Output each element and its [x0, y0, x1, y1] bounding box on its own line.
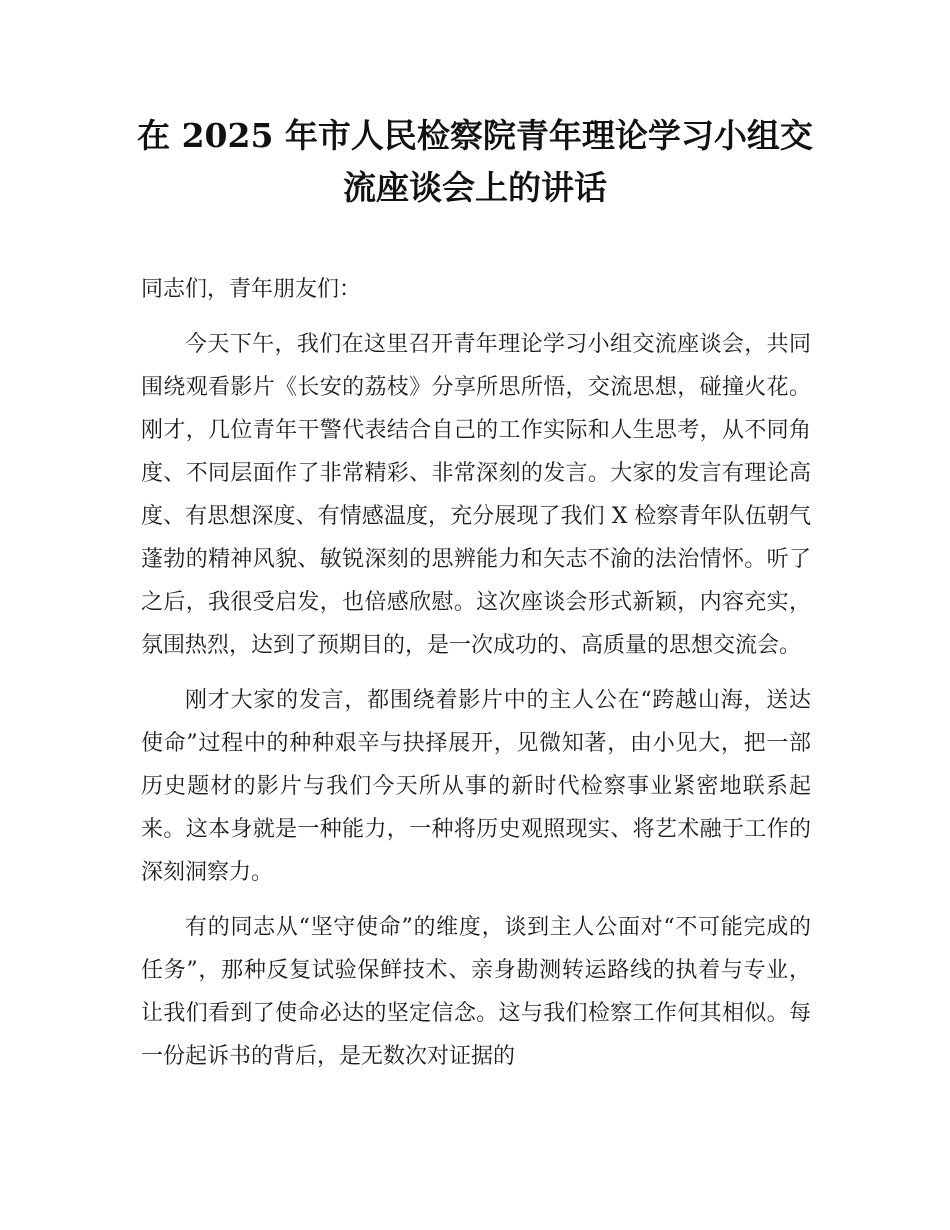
paragraph-3: 有的同志从“坚守使命”的维度，谈到主人公面对“不可能完成的任务”，那种反复试验保鲜技术、亲身勘测转运路线的执着与专业，让我们看到了使命必达的坚定信念。这与我们检察工作何其相似。每一份起诉书的背后，是无数次对证据的 — [141, 915, 811, 1069]
salutation: 同志们，青年朋友们： — [141, 277, 362, 302]
document-body — [141, 268, 811, 1090]
paragraph-1: 今天下午，我们在这里召开青年理论学习小组交流座谈会，共同围绕观看影片《长安的荔枝》分享所思所悟，交流思想，碰撞火花。刚才，几位青年干警代表结合自己的工作实际和人生思考，从不同角度、不同层面作了非常精彩、非常深刻的发言。大家的发言有理论高度、有思想深度、有情感温度，充分展现了我们 X 检察青年队伍朝气蓬勃的精神风貌、敏锐深刻的思辨能力和矢志不渝的法治情怀。听了之后，我很受启发，也倍感欣慰。这次座谈会形式新颖，内容充实，氛围热烈，达到了预期目的，是一次成功的、高质量的思想交流会。 — [141, 332, 811, 658]
document-title — [100, 110, 850, 214]
title-line-2: 流座谈会上的讲话 — [343, 168, 607, 207]
title-line-1: 在 2025 年市人民检察院青年理论学习小组交 — [137, 116, 813, 155]
paragraph-2: 刚才大家的发言，都围绕着影片中的主人公在“跨越山海，送达使命”过程中的种种艰辛与抉择展开，见微知著，由小见大，把一部历史题材的影片与我们今天所从事的新时代检察事业紧密地联系起来。这本身就是一种能力，一种将历史观照现实、将艺术融于工作的深刻洞察力。 — [141, 688, 811, 885]
